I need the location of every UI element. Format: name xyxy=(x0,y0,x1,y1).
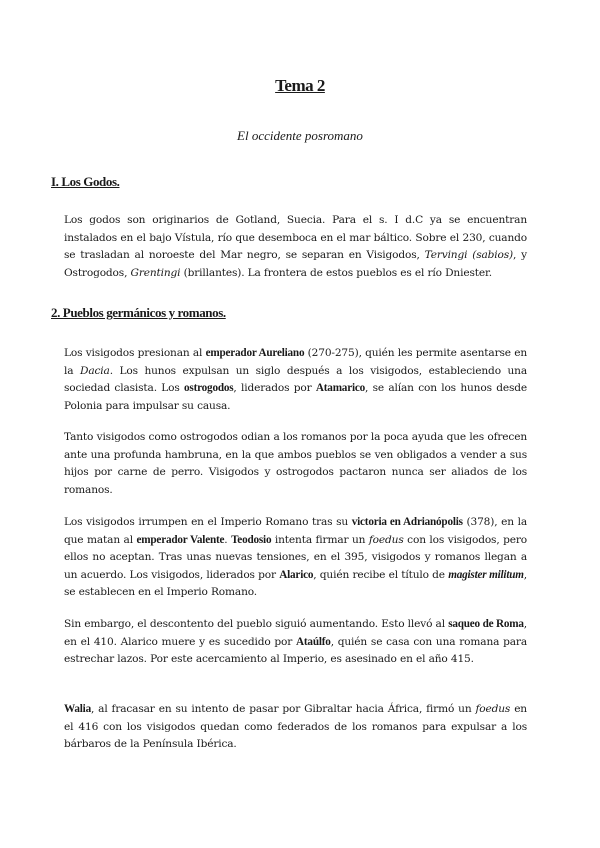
section-heading: I. Los Godos. xyxy=(51,174,120,189)
emphasized-text: Grentingi xyxy=(130,266,181,279)
text-run: , liderados por xyxy=(233,382,316,394)
text-run: Los godos son originarios de Gotland, Suecia. Para el s. I d.C ya se encuentran instalados en el bajo Vístula, río que desemboca en el mar báltico. Sobre el 230, cuando se trasladan al noroeste del Mar negro, se separan en Visigodos, xyxy=(64,214,527,261)
text-run: (378), en la que matan al xyxy=(64,516,527,546)
text-run: . Los hunos expulsan un siglo después a los visigodos, estableciendo una sociedad clasista. Los xyxy=(64,364,528,394)
text-run: , quién se casa con una romana para estrechar lazos. Por este acercamiento al Imperio, es asesinado en el año 415. xyxy=(64,635,527,665)
paragraph xyxy=(64,429,527,499)
emphasized-text: Tervingi (sabios) xyxy=(424,249,514,261)
emphasized-text: Dacia xyxy=(79,364,110,377)
text-run: , en el 410. Alarico muere y es sucedido por xyxy=(64,618,527,648)
text-run: Los visigodos irrumpen en el Imperio Romano tras su xyxy=(64,516,352,528)
page-title: Tema 2 xyxy=(275,76,325,95)
emphasized-text: Atamarico xyxy=(315,382,366,394)
emphasized-text: magister militum xyxy=(448,568,524,581)
text-run: (270-275), quién les permite asentarse en la xyxy=(64,347,527,377)
text-run: , y Ostrogodos, xyxy=(64,249,527,279)
paragraph xyxy=(64,514,527,602)
emphasized-text: foedus xyxy=(368,533,404,546)
text-run: Sin embargo, el descontento del pueblo siguió aumentando. Esto llevó al xyxy=(64,618,449,630)
text-run: Tanto visigodos como ostrogodos odian a los romanos por la poca ayuda que les ofrecen ante una profunda hambruna, en la que ambos pueblos se ven obligados a vender a sus hijos por carne de perro. Visigodos y ostrogodos pactaron nunca ser aliados de los romanos. xyxy=(64,431,527,496)
paragraph xyxy=(64,345,527,415)
emphasized-text: Walia xyxy=(64,703,91,715)
emphasized-text: emperador Valente xyxy=(136,533,225,546)
emphasized-text: emperador Aureliano xyxy=(205,347,305,359)
text-run: en el 416 con los visigodos quedan como federados de los romanos para expulsar a los bárbaros de la Península Ibérica. xyxy=(64,703,527,750)
text-run: con los visigodos, pero ellos no aceptan. Tras unas nuevas tensiones, en el 395, visigodos y romanos llegan a un acuerdo. Los visigodos, liderados por xyxy=(64,533,528,581)
paragraph xyxy=(64,701,527,754)
text-run: Los visigodos presionan al xyxy=(64,347,206,359)
section-heading: 2. Pueblos germánicos y romanos. xyxy=(51,305,226,320)
emphasized-text: victoria en Adrianópolis xyxy=(351,516,463,528)
paragraph xyxy=(64,616,527,669)
text-run: intenta firmar un xyxy=(271,533,369,546)
emphasized-text: foedus xyxy=(475,703,511,715)
text-run: , al fracasar en su intento de pasar por Gibraltar hacia África, firmó un xyxy=(90,703,476,715)
emphasized-text: ostrogodos xyxy=(184,382,234,394)
paragraph xyxy=(64,212,527,282)
emphasized-text: Ataúlfo xyxy=(296,635,331,648)
emphasized-text: Teodosio xyxy=(231,533,272,546)
text-run: , quién recibe el título de xyxy=(313,568,449,581)
text-run: , se establecen en el Imperio Romano. xyxy=(64,568,527,598)
emphasized-text: saqueo de Roma xyxy=(448,618,524,630)
page-subtitle: El occidente posromano xyxy=(237,128,363,143)
emphasized-text: Alarico xyxy=(279,568,314,581)
text-run: . xyxy=(224,533,232,546)
text-run: , se alían con los hunos desde Polonia para impulsar su causa. xyxy=(64,382,527,412)
text-run: (brillantes). La frontera de estos pueblos es el río Dniester. xyxy=(180,266,492,279)
